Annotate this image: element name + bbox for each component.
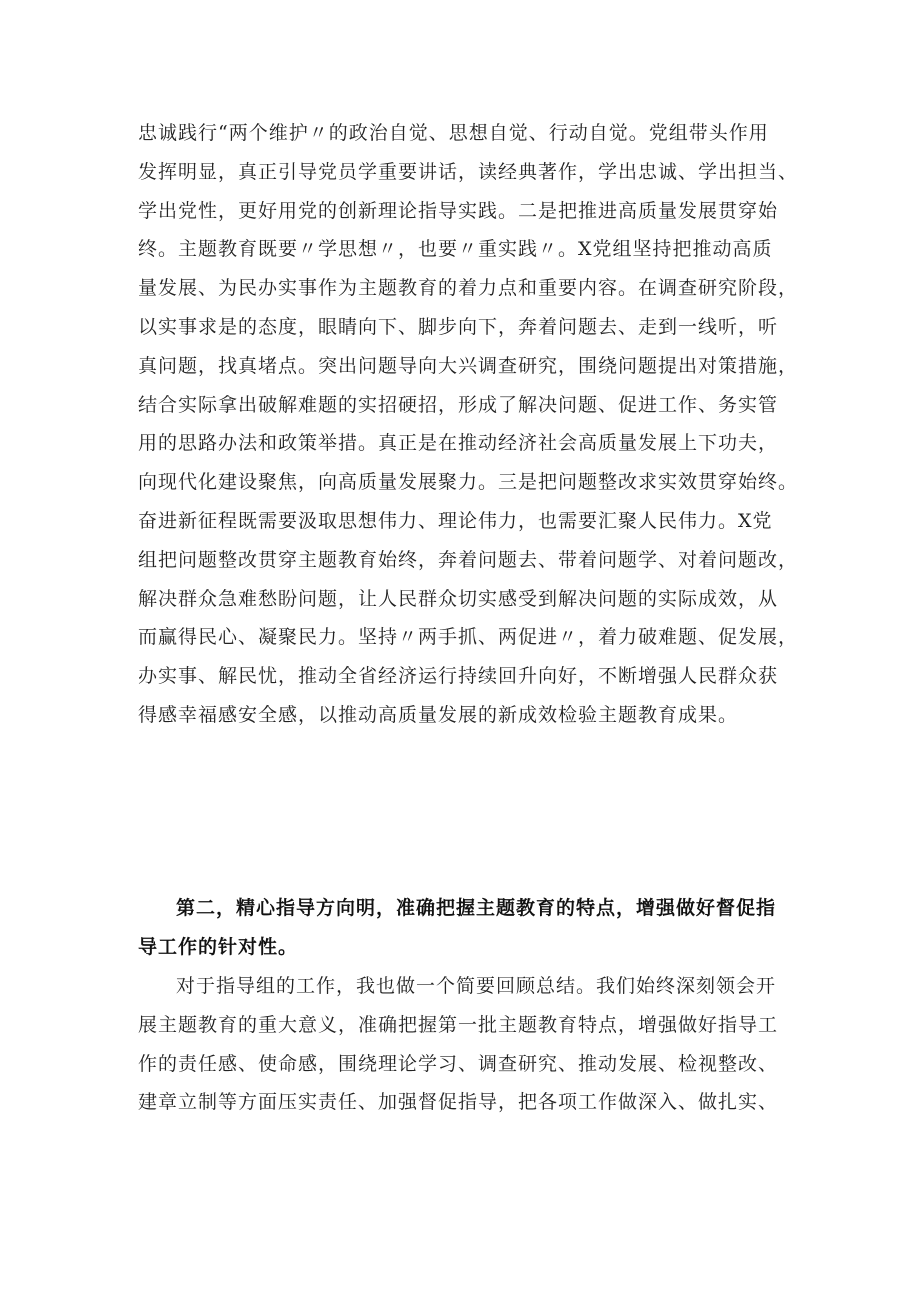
text-line: 用的思路办法和政策举措。真正是在推动经济社会高质量发展上下功夫， xyxy=(138,432,779,455)
text-line: 得感幸福感安全感，以推动高质量发展的新成效检验主题教育成果。 xyxy=(138,703,739,726)
section-heading xyxy=(138,889,798,967)
text-line: 真问题，找真堵点。突出问题导向大兴调查研究，围绕问题提出对策措施， xyxy=(138,354,799,377)
text-line: 向现代化建设聚焦，向高质量发展聚力。三是把问题整改求实效贯穿始终。 xyxy=(138,471,799,494)
text-line: 奋进新征程既需要汲取思想伟力、理论伟力，也需要汇聚人民伟力。X党 xyxy=(138,509,773,532)
text-line: 解决群众急难愁盼问题，让人民群众切实感受到解决问题的实际成效，从 xyxy=(138,587,779,610)
text-line: 结合实际拿出破解难题的实招硬招，形成了解决问题、促进工作、务实管 xyxy=(138,393,779,416)
text-line: 忠诚践行“两个维护〃的政治自觉、思想自觉、行动自觉。党组带头作用 xyxy=(138,122,769,144)
body-paragraph-2 xyxy=(138,967,798,1122)
text-line: 建章立制等方面压实责任、加强督促指导，把各项工作做深入、做扎实、 xyxy=(138,1091,779,1114)
text-line: 办实事、解民忧，推动全省经济运行持续回升向好，不断增强人民群众获 xyxy=(138,665,779,688)
text-line: 以实事求是的态度，眼睛向下、脚步向下，奔着问题去、走到一线听，听 xyxy=(138,315,779,338)
text-line: 对于指导组的工作，我也做一个简要回顾总结。我们始终深刻领会开 xyxy=(176,975,777,997)
text-line: 作的责任感、使命感，围绕理论学习、调查研究、推动发展、检视整改、 xyxy=(138,1052,779,1075)
text-line: 学出党性，更好用党的创新理论指导实践。二是把推进高质量发展贯穿始 xyxy=(138,199,779,222)
text-line: 组把问题整改贯穿主题教育始终，奔着问题去、带着问题学、对着问题改， xyxy=(138,548,799,571)
body-paragraph-1 xyxy=(138,114,798,735)
heading-line: 导工作的针对性。 xyxy=(138,935,299,958)
heading-line: 第二，精心指导方向明，准确把握主题教育的特点，增强做好督促指 xyxy=(176,897,777,919)
text-line: 发挥明显，真正引导党员学重要讲话，读经典著作，学出忠诚、学出担当、 xyxy=(138,160,799,183)
text-line: 而赢得民心、凝聚民力。坚持〃两手抓、两促进〃，着力破难题、促发展， xyxy=(138,626,799,649)
text-line: 终。主题教育既要〃学思想〃，也要〃重实践〃。X党组坚持把推动高质 xyxy=(138,238,773,261)
text-line: 展主题教育的重大意义，准确把握第一批主题教育特点，增强做好指导工 xyxy=(138,1013,779,1036)
text-line: 量发展、为民办实事作为主题教育的着力点和重要内容。在调查研究阶段， xyxy=(138,277,799,300)
